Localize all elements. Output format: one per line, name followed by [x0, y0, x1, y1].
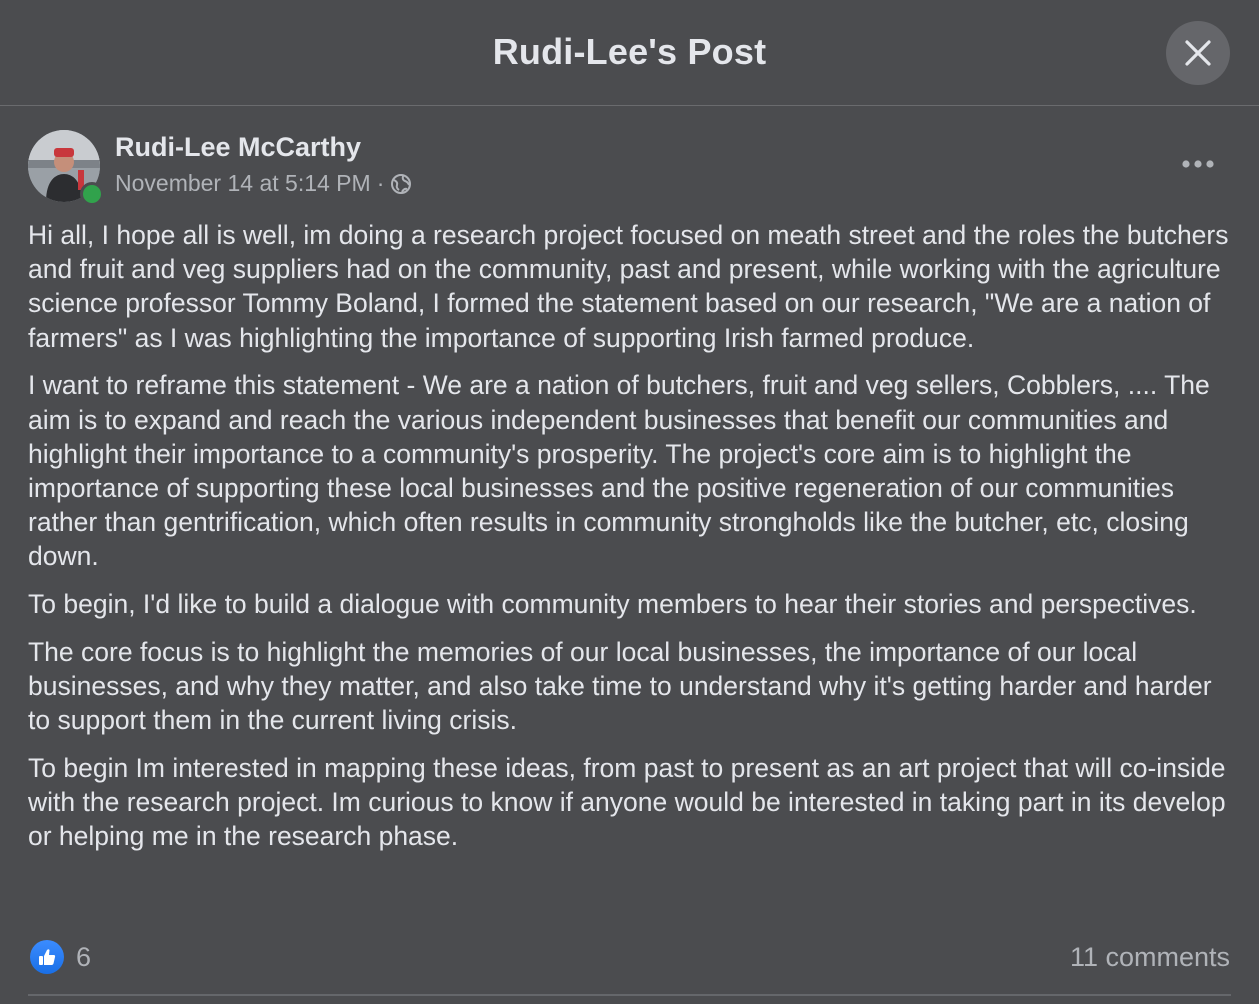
- post-paragraph: The core focus is to highlight the memories of our local businesses, the importance of our local businesses, and why they matter, and also take time to understand why it's getting harder and harder to support them in the current living crisis.: [28, 636, 1212, 736]
- dialog-title: Rudi-Lee's Post: [492, 31, 767, 72]
- close-icon: [1185, 40, 1211, 66]
- reaction-count: 6: [76, 941, 92, 972]
- more-options-button[interactable]: [1172, 146, 1224, 182]
- author-name[interactable]: Rudi-Lee McCarthy: [115, 132, 362, 162]
- close-button[interactable]: [1166, 21, 1230, 85]
- dialog-header: [0, 0, 1259, 106]
- post-body: [28, 218, 1234, 867]
- post-card: [0, 106, 1259, 1004]
- post-paragraph: I want to reframe this statement - We are a nation of butchers, fruit and veg sellers, Cobblers, .... The aim is to expand and reach the various independent businesses that benefit our communities and highlight their importance to a community's prosperity. The project's core aim is to highlight the importance of supporting these local businesses and the positive regeneration of our communities rather than gentrification, which often results in community strongholds like the butcher, etc, closing down.: [28, 370, 1210, 572]
- post-timestamp[interactable]: November 14 at 5:14 PM: [115, 170, 371, 196]
- meta-separator: ·: [376, 170, 385, 196]
- post-meta: [115, 170, 412, 197]
- comments-count[interactable]: 11 comments: [1069, 942, 1230, 972]
- like-icon: [30, 940, 64, 974]
- more-options-icon: [1181, 159, 1215, 169]
- globe-icon: [390, 173, 412, 195]
- divider: [28, 994, 1231, 996]
- post-paragraph: To begin, I'd like to build a dialogue with community members to hear their stories and perspectives.: [28, 589, 1197, 620]
- post-paragraph: Hi all, I hope all is well, im doing a research project focused on meath street and the roles the butchers and fruit and veg suppliers had on the community, past and present, while working with the agriculture science professor Tommy Boland, I formed the statement based on our research, "We are a nation of farmers" as I was highlighting the importance of supporting Irish farmed produce.: [28, 220, 1229, 353]
- online-status-indicator: [80, 182, 104, 206]
- post-paragraph: To begin Im interested in mapping these ideas, from past to present as an art project that will co-inside with the research project. Im curious to know if anyone would be interested in taking part in its develop or helping me in the research phase.: [28, 752, 1226, 852]
- reactions-summary[interactable]: [30, 940, 91, 974]
